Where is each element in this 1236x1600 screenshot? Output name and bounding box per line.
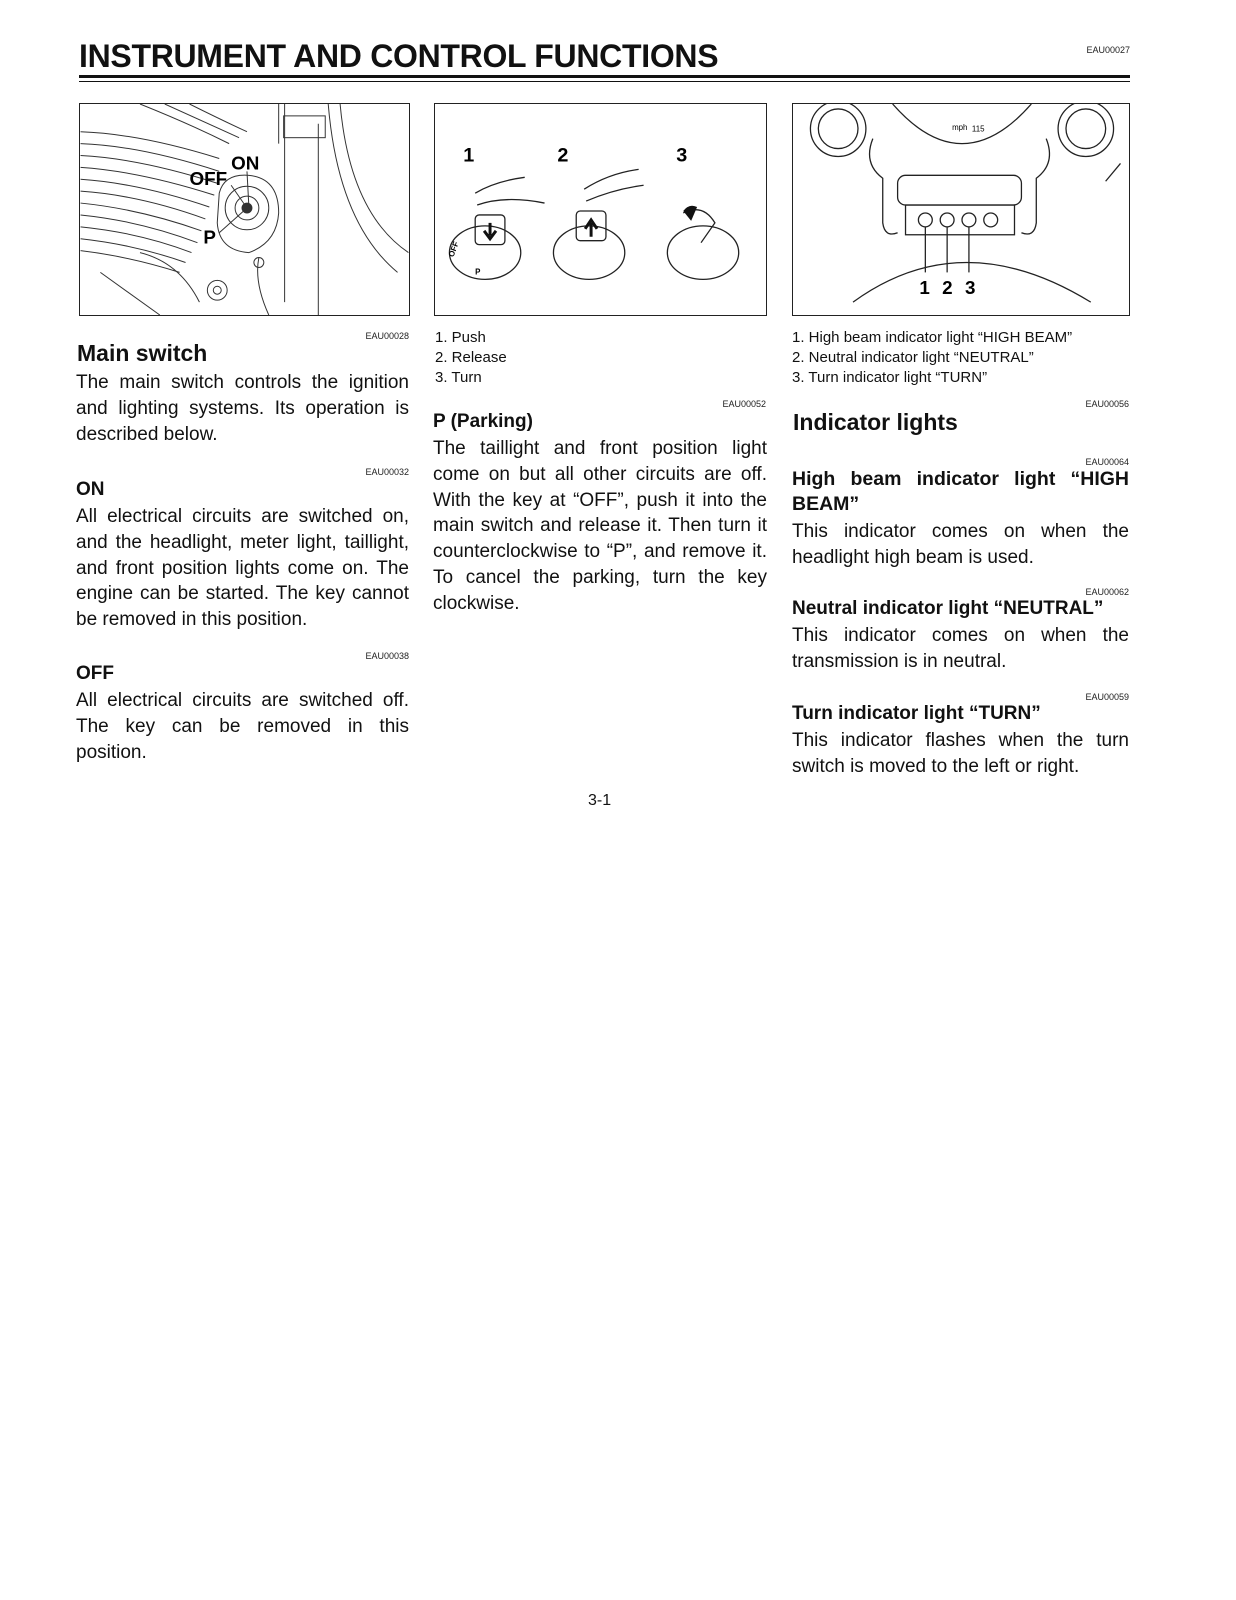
neutral-body: This indicator comes on when the transmission is in neutral. — [792, 625, 1129, 672]
step-3-number: 3 — [676, 144, 688, 167]
callout-1: 1 — [919, 277, 930, 299]
header-rule — [79, 75, 1130, 78]
step-1-number: 1 — [463, 144, 475, 167]
turn-arrow-icon — [683, 206, 697, 221]
callout-2: 2 — [942, 277, 953, 299]
caption-neutral: 2. Neutral indicator light “NEUTRAL” — [792, 349, 1034, 366]
off-code: EAU00038 — [365, 651, 409, 661]
release-arrow-icon — [585, 220, 597, 237]
turn-code: EAU00059 — [1085, 692, 1129, 702]
indicator-captions — [792, 328, 1072, 388]
turn-heading: Turn indicator light “TURN” — [792, 703, 1041, 724]
callout-3: 3 — [964, 277, 976, 299]
header-rule-thin — [79, 81, 1130, 82]
parking-captions — [435, 328, 507, 388]
speed-value: 115 — [971, 124, 985, 134]
caption-release: 2. Release — [435, 349, 507, 366]
label-p: P — [203, 226, 216, 248]
page-number: 3-1 — [588, 792, 612, 809]
main-switch-code: EAU00028 — [365, 331, 409, 341]
on-code: EAU00032 — [365, 467, 409, 477]
dial-p-label: P — [475, 267, 481, 277]
on-heading: ON — [76, 479, 105, 500]
high-beam-heading: High beam indicator light “HIGH BEAM” — [792, 468, 1129, 515]
main-switch-body: The main switch controls the ignition and lighting systems. Its operation is described below. — [76, 372, 409, 445]
caption-high-beam: 1. High beam indicator light “HIGH BEAM” — [792, 329, 1073, 346]
indicator-lights-code: EAU00056 — [1085, 399, 1129, 409]
main-switch-illustration — [79, 103, 410, 316]
main-switch-heading: Main switch — [77, 340, 208, 366]
label-on: ON — [231, 152, 260, 174]
parking-procedure-illustration — [434, 103, 767, 316]
caption-push: 1. Push — [435, 329, 486, 346]
high-beam-code: EAU00064 — [1085, 457, 1129, 467]
caption-turn: 3. Turn — [435, 369, 482, 386]
indicator-lights-heading: Indicator lights — [793, 409, 958, 435]
label-off: OFF — [189, 168, 228, 190]
high-beam-body: This indicator comes on when the headlight high beam is used. — [792, 521, 1129, 568]
turn-body: This indicator flashes when the turn switch is moved to the left or right. — [792, 730, 1129, 777]
dial-off-label: OFF — [446, 240, 461, 259]
step-2-number: 2 — [557, 144, 569, 167]
page-title: INSTRUMENT AND CONTROL FUNCTIONS — [79, 38, 719, 74]
neutral-heading: Neutral indicator light “NEUTRAL” — [792, 598, 1104, 619]
section-code: EAU00027 — [1086, 45, 1130, 55]
speed-unit: mph — [952, 122, 968, 132]
parking-heading: P (Parking) — [433, 411, 533, 432]
indicator-lights-illustration — [792, 103, 1130, 316]
off-heading: OFF — [76, 663, 114, 684]
neutral-code: EAU00062 — [1085, 587, 1129, 597]
on-body: All electrical circuits are switched on, and the headlight, meter light, taillight, and front position lights come on. The engine can be started. The key cannot be removed in this position. — [76, 506, 409, 631]
caption-turn-indicator: 3. Turn indicator light “TURN” — [792, 369, 988, 386]
off-body: All electrical circuits are switched off. The key can be removed in this position. — [76, 690, 409, 763]
parking-code: EAU00052 — [722, 399, 766, 409]
parking-body: The taillight and front position light come on but all other circuits are off. With the key at “OFF”, push it into the main switch and release it. Then turn it counterclockwise to “P”, and remove it. To cancel the parking, turn the key clockwise. — [433, 438, 767, 614]
